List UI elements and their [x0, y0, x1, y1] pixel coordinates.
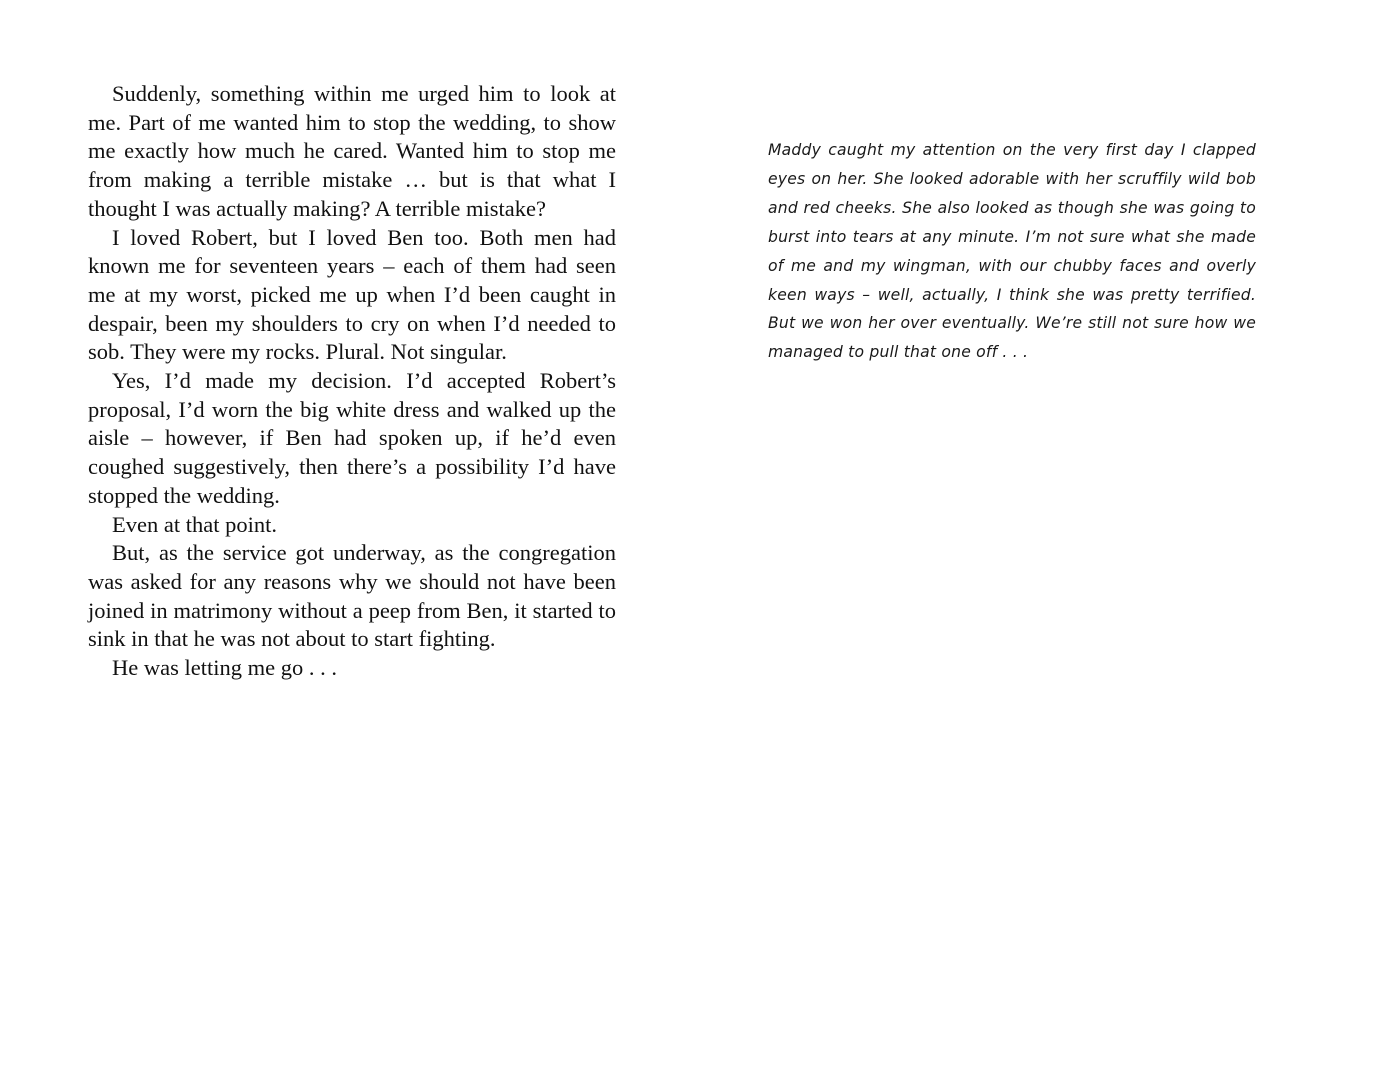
paragraph: Suddenly, something within me urged him to look at me. Part of me wanted him to stop the wedding, to show me exactly how much he cared. Wanted him to stop me from making a terrible mistake … but is that what I thought I was actually making? A terrible mistake?	[88, 81, 616, 221]
handwritten-note-text: Maddy caught my attention on the very first day I clapped eyes on her. She looked adorable with her scruffily wild bob and red cheeks. She also looked as though she was going to burst into tears at any minute. I’m not sure what she made of me and my wingman, with our chubby faces and overly keen ways – well, actually, I think she was pretty terrified. But we won her over eventually. We’re still not sure how we managed to pull that one off . . .	[768, 141, 1256, 362]
right-page-handwritten-note	[768, 136, 1256, 367]
paragraph: Yes, I’d made my decision. I’d accepted Robert’s proposal, I’d worn the big white dress and walked up the aisle – however, if Ben had spoken up, if he’d even coughed suggestively, then there’s a possibility I’d have stopped the wedding.	[88, 368, 616, 508]
paragraph: Even at that point.	[112, 511, 277, 537]
paragraph: I loved Robert, but I loved Ben too. Both men had known me for seventeen years – each of them had seen me at my worst, picked me up when I’d been caught in despair, been my shoulders to cry on when I’d needed to sob. They were my rocks. Plural. Not singular.	[88, 224, 616, 365]
left-page-text	[88, 80, 616, 683]
paragraph: But, as the service got underway, as the congregation was asked for any reasons why we should not have been joined in matrimony without a peep from Ben, it started to sink in that he was not about to start fighting.	[88, 540, 616, 652]
paragraph: He was letting me go . . .	[112, 655, 337, 681]
